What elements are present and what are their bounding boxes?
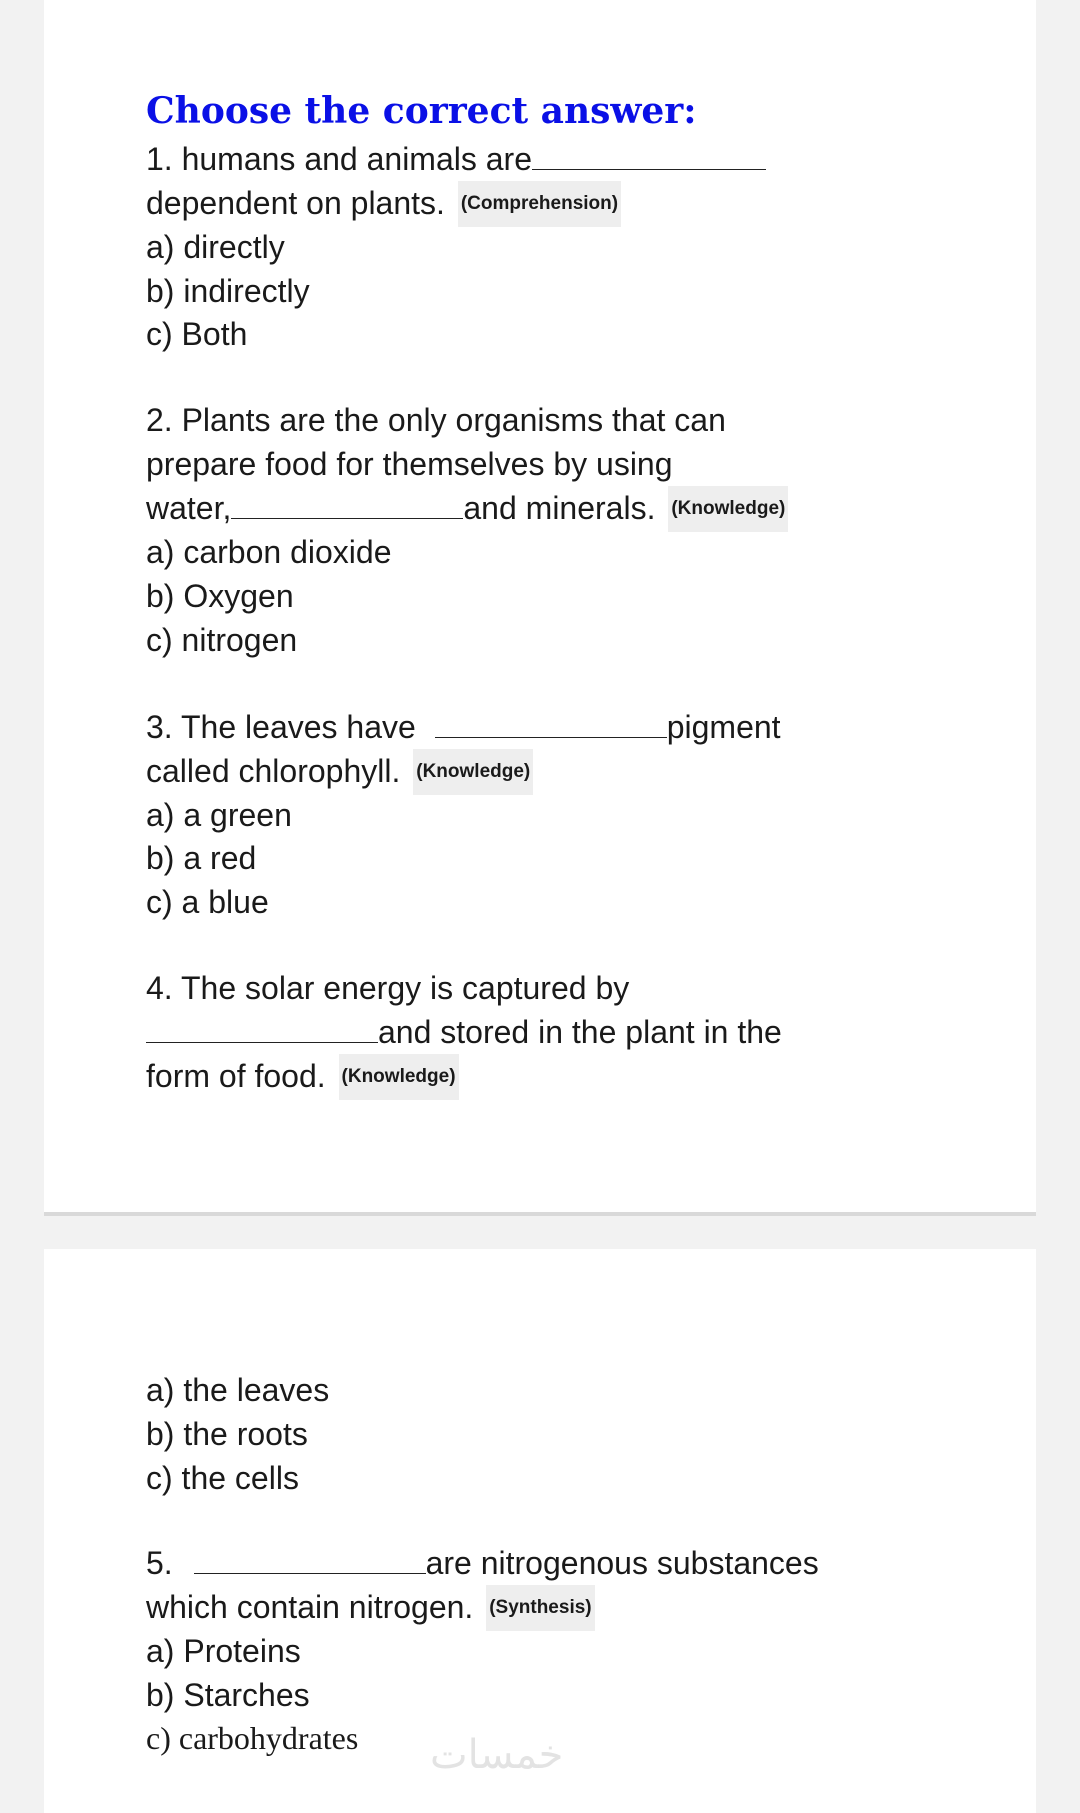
q4-option-c: c) the cells xyxy=(146,1460,299,1496)
q4-text-end: and stored in the plant in the xyxy=(378,1014,782,1050)
q5-line-1 xyxy=(146,1541,819,1585)
q4-line-2 xyxy=(146,1010,782,1054)
q4-text-cont: form of food. xyxy=(146,1058,326,1094)
q4-line-3 xyxy=(146,1054,459,1102)
q3-option-c: c) a blue xyxy=(146,884,269,920)
q2-answer-blank xyxy=(231,489,463,519)
q5-line-2 xyxy=(146,1585,595,1633)
q2-text-end: and minerals. xyxy=(463,490,656,526)
q2-line-3 xyxy=(146,486,788,534)
q4-option-b: b) the roots xyxy=(146,1416,308,1452)
page-divider xyxy=(44,1212,1036,1216)
q2-level-tag: (Knowledge) xyxy=(668,486,788,532)
q3-option-a: a) a green xyxy=(146,797,292,833)
q1-line-1 xyxy=(146,137,766,181)
q2-line-1: 2. Plants are the only organisms that can xyxy=(146,402,726,438)
q4-level-tag: (Knowledge) xyxy=(339,1054,459,1100)
watermark-logo: خمسات xyxy=(430,1732,564,1778)
q3-line-1 xyxy=(146,705,781,749)
q4-option-a: a) the leaves xyxy=(146,1372,330,1408)
q2-option-b: b) Oxygen xyxy=(146,578,294,614)
q5-option-b: b) Starches xyxy=(146,1677,310,1713)
q4-line-1: 4. The solar energy is captured by xyxy=(146,970,630,1006)
q1-line-2 xyxy=(146,181,621,229)
q5-level-tag: (Synthesis) xyxy=(486,1585,594,1631)
instructions-heading: Choose the correct answer: xyxy=(146,90,697,132)
q5-text-start: 5. xyxy=(146,1545,173,1581)
q5-option-a: a) Proteins xyxy=(146,1633,301,1669)
q3-text-cont: called chlorophyll. xyxy=(146,753,401,789)
q2-option-c: c) nitrogen xyxy=(146,622,298,658)
q5-answer-blank xyxy=(194,1544,426,1574)
q2-line-2: prepare food for themselves by using xyxy=(146,446,673,482)
q1-option-b: b) indirectly xyxy=(146,273,310,309)
q4-answer-blank xyxy=(146,1013,378,1043)
q1-text-end: dependent on plants. xyxy=(146,185,445,221)
q3-level-tag: (Knowledge) xyxy=(413,749,533,795)
q1-level-tag: (Comprehension) xyxy=(458,181,621,227)
q5-text-cont: which contain nitrogen. xyxy=(146,1589,474,1625)
q3-answer-blank xyxy=(435,708,667,738)
q1-option-a: a) directly xyxy=(146,229,285,265)
q1-answer-blank xyxy=(532,140,766,170)
q3-line-2 xyxy=(146,749,533,797)
q3-text-end: pigment xyxy=(666,709,781,745)
q5-option-c: c) carbohydrates xyxy=(146,1720,359,1756)
q1-text-start: 1. humans and animals are xyxy=(146,141,532,177)
q1-option-c: c) Both xyxy=(146,316,248,352)
q2-option-a: a) carbon dioxide xyxy=(146,534,392,570)
q5-text-end: are nitrogenous substances xyxy=(425,1545,819,1581)
q3-text-start: 3. The leaves have xyxy=(146,709,416,745)
q2-text-start: water, xyxy=(146,490,232,526)
q3-option-b: b) a red xyxy=(146,840,257,876)
